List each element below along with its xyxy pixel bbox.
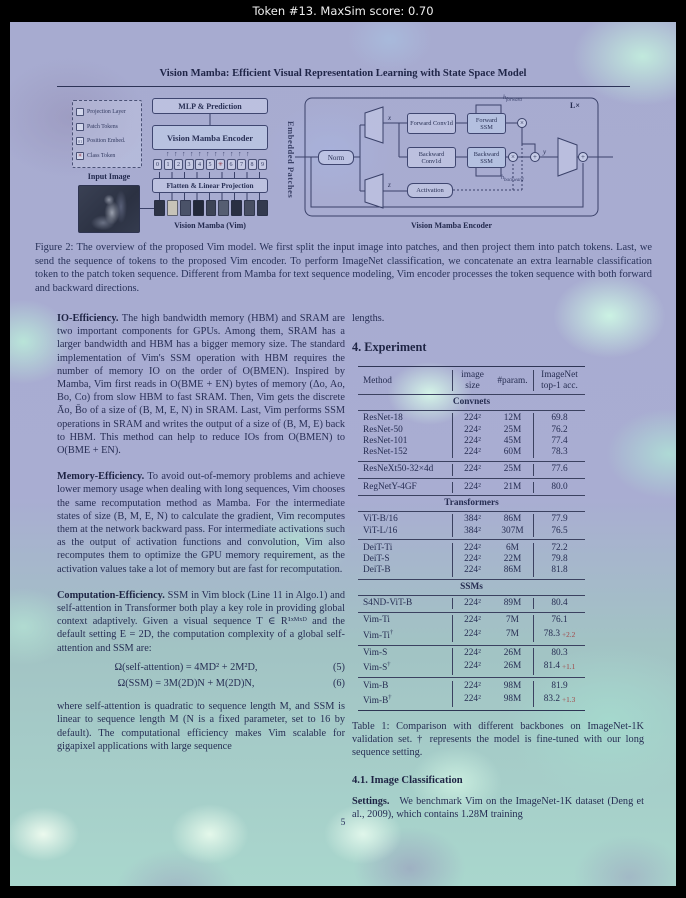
image-patch: [193, 200, 204, 216]
table-row: [358, 627, 585, 642]
equation-5: Ω(self-attention) = 4MD² + 2M²D, (5): [114, 661, 345, 673]
params-cell: 45M: [503, 435, 522, 446]
memory-efficiency-paragraph: Memory-Efficiency. To avoid out-of-memory problems and achieve lower memory usage when dealing with long sequences, Vim chooses the same recomputation method as Mamba. For the intermediate states of size (B, M, E, N) to calculate the gradient, Vim recomputes them at the network backward pass. For intermediate activations such as the output of activation functions and convolution, Vim also recomputes them to optimize the GPU memory requirement, as the activation values take a lot of memory but are fast for recomputation.: [57, 471, 346, 575]
y-output-label: y: [543, 148, 547, 156]
embedded-patches-label: Embedded Patches: [286, 121, 296, 199]
vim-caption: Vision Mamba (Vim): [174, 221, 246, 230]
projection-trapezoid-x: [365, 107, 383, 143]
h-backward-label: $h_{backward}$: [501, 175, 524, 184]
page-number: 5: [340, 818, 346, 828]
accuracy-cell: 80.3: [533, 648, 585, 659]
image-size-cell: 384²: [452, 514, 492, 525]
position-token: 0: [153, 159, 162, 170]
image-patch: [154, 200, 165, 216]
accuracy-cell: 76.2: [533, 425, 585, 436]
params-cell: 21M: [503, 481, 522, 492]
paper-page-with-heatmap-overlay: [10, 22, 676, 886]
image-size-cell: 224²: [452, 627, 492, 642]
method-cell: Vim-B†: [363, 694, 392, 707]
table-block: [358, 462, 585, 478]
accuracy-cell: 81.8: [533, 565, 585, 576]
figure-legend: [72, 100, 142, 168]
legend-label: Class Token: [87, 152, 116, 159]
table-block: [358, 411, 585, 461]
accuracy-cell: 77.6: [533, 464, 585, 475]
z-branch-label: z: [388, 181, 391, 189]
projection-trapezoid-z: [365, 174, 383, 208]
table-rule: [358, 710, 585, 711]
params-cell: 7M: [506, 628, 519, 639]
params-cell: 86M: [503, 565, 522, 576]
image-patch: [167, 200, 178, 216]
image-size-cell: 224²: [452, 447, 492, 458]
token-arrows: ↑↑↑↑↑↑↑↑↑↑↑: [166, 150, 254, 158]
table-group-name: SSMs: [460, 581, 483, 592]
layer-repeat-label: L×: [570, 101, 580, 110]
backward-ssm-box: Backward SSM: [467, 147, 506, 168]
patch-stems: [154, 193, 268, 200]
params-cell: 25M: [503, 424, 522, 435]
position-token: 4: [195, 159, 204, 170]
lengths-continuation: lengths.: [352, 313, 385, 324]
forward-conv1d-box: Forward Conv1d: [407, 113, 456, 134]
residual-add-node: +: [578, 152, 588, 162]
position-token: 9: [258, 159, 267, 170]
params-cell: 86M: [503, 514, 522, 525]
legend-item: [76, 137, 138, 145]
table-row: [358, 514, 585, 525]
legend-item: [76, 123, 138, 131]
table-block: [358, 540, 585, 579]
header-cell: Method: [363, 375, 392, 386]
table-row: [358, 464, 585, 475]
method-cell: S4ND-ViT-B: [363, 598, 413, 609]
params-cell: 26M: [503, 661, 522, 672]
method-cell: Vim-Ti†: [363, 628, 394, 641]
method-cell: DeiT-S: [363, 554, 390, 565]
paper-running-title: Vision Mamba: Efficient Visual Representation Learning with State Space Model: [159, 68, 527, 79]
left-column: [57, 312, 345, 766]
norm-box: Norm: [318, 150, 354, 165]
class-token: ✳: [216, 159, 225, 170]
table-group-name: Transformers: [444, 497, 499, 508]
accuracy-cell: 69.8: [533, 413, 585, 424]
legend-label: Patch Tokens: [87, 123, 118, 130]
params-cell: 98M: [503, 680, 522, 691]
accuracy-cell: 77.4: [533, 436, 585, 447]
table-row: [358, 692, 585, 707]
params-cell: 12M: [503, 413, 522, 424]
table-row: [358, 436, 585, 447]
accuracy-cell: 72.2: [533, 543, 585, 554]
image-size-cell: 224²: [452, 615, 492, 626]
multiply-node-forward: ×: [517, 118, 527, 128]
method-cell: Vim-S: [363, 648, 388, 659]
method-cell: ViT-L/16: [363, 525, 398, 536]
params-cell: 7M: [506, 615, 519, 626]
patch-strip: [154, 200, 268, 216]
method-cell: Vim-Ti: [363, 615, 391, 626]
input-image-thumbnail: [78, 185, 140, 233]
forward-ssm-box: Forward SSM: [467, 113, 506, 134]
table-row: [358, 565, 585, 576]
method-cell: DeiT-B: [363, 565, 391, 576]
multiply-node-backward: ×: [508, 152, 518, 162]
table-row: [358, 598, 585, 609]
projection-layer-icon: [76, 108, 84, 116]
section-heading-experiment: 4. Experiment: [352, 340, 427, 355]
image-size-cell: 224²: [452, 648, 492, 659]
method-cell: ResNet-50: [363, 424, 403, 435]
position-embed-icon: 01: [77, 138, 83, 144]
position-token: 6: [227, 159, 236, 170]
accuracy-cell: 78.3 +2.2: [533, 627, 585, 642]
image-size-cell: 224²: [452, 413, 492, 424]
params-cell: 26M: [503, 648, 522, 659]
image-size-cell: 224²: [452, 482, 492, 493]
subsection-image-classification: 4.1. Image Classification: [352, 774, 463, 786]
table-row: [358, 526, 585, 537]
class-token-icon: ✳: [77, 152, 83, 159]
accuracy-cell: 76.5: [533, 526, 585, 537]
accuracy-delta: +1.3: [562, 695, 576, 705]
settings-paragraph: Settings. We benchmark Vim on the ImageNet-1K dataset (Deng et al., 2009), which contains 1.28M training: [352, 795, 644, 820]
accuracy-cell: 77.9: [533, 514, 585, 525]
legend-item: [76, 152, 138, 160]
encoder-caption: Vision Mamba Encoder: [410, 221, 493, 230]
accuracy-cell: 81.9: [533, 681, 585, 692]
table-row: [358, 615, 585, 626]
position-token: 1: [164, 159, 173, 170]
image-size-cell: 224²: [452, 464, 492, 475]
io-efficiency-paragraph: IO-Efficiency. The high bandwidth memory (HBM) and SRAM are two important components for GPUs. Among them, SRAM has a larger bandwidth and HBM has a bigger memory size. The standard implementation of Vim's SSM operation with HBM requires the number of memory IO on the order of O(BMEN). Inspired by Mamba, Vim first reads in O(BME + EN) bytes of memory (Δo, Ao, Bo, Co) from slow HBM to fast SRAM. Then, Vim gets the discrete Āo, B̄o of a size of (B, M, E, N) in SRAM. Last, Vim performs SSM operations in SRAM and writes the output of a size of (B, M, E) back to HBM. This method can help to reduce IOs from O(BMEN) to O(BME + EN).: [57, 313, 346, 457]
method-cell: RegNetY-4GF: [363, 481, 417, 492]
position-token: 3: [185, 159, 194, 170]
params-cell: 98M: [503, 694, 522, 705]
input-arrow: [140, 208, 154, 209]
accuracy-cell: 76.1: [533, 615, 585, 626]
image-patch: [206, 200, 217, 216]
table-block: [358, 613, 585, 645]
accuracy-cell: 78.3: [533, 447, 585, 458]
titlebar-text: Token #13. MaxSim score: 0.70: [252, 4, 434, 18]
projection-trapezoid-out: [558, 138, 577, 176]
table-block: [358, 646, 585, 678]
method-cell: ResNet-152: [363, 447, 408, 458]
method-cell: ResNet-101: [363, 435, 408, 446]
table-block: [358, 596, 585, 612]
position-token: 2: [174, 159, 183, 170]
figure-2-caption: Figure 2: The overview of the proposed Vim model. We first split the input image into patches, and then project them into patch tokens. Last, we send the sequence of tokens to the proposed Vim encoder. To perform ImageNet classification, we concatenate an extra learnable classification token to the patch token sequence. Different from Mamba for text sequence modeling, Vim encoder processes the token sequence with both forward and backward directions.: [35, 242, 652, 294]
position-token: 5: [206, 159, 215, 170]
complexity-tail-paragraph: where self-attention is quadratic to sequence length M, and SSM is linear to sequence length M (N is a fixed parameter, set to 16 by default). The computational efficiency makes Vim scalable for gigapixel applications with large sequence: [57, 701, 345, 752]
accuracy-cell: 83.2 +1.3: [533, 692, 585, 707]
accuracy-cell: 81.4 +1.1: [533, 659, 585, 674]
accuracy-delta: +2.2: [562, 629, 576, 639]
table-block: [358, 678, 585, 710]
table-1-caption: Table 1: Comparison with different backbones on ImageNet-1K validation set. † represents the model is fine-tuned with our long sequence setting.: [352, 720, 644, 759]
image-patch: [244, 200, 255, 216]
table-row: [358, 413, 585, 424]
params-cell: 307M: [501, 525, 524, 536]
method-cell: ResNeXt50-32×4d: [363, 464, 434, 475]
accuracy-delta: +1.1: [562, 662, 576, 672]
table-row: [358, 659, 585, 674]
table-row: [358, 543, 585, 554]
image-patch: [231, 200, 242, 216]
image-patch: [257, 200, 268, 216]
image-patch: [218, 200, 229, 216]
image-size-cell: 224²: [452, 425, 492, 436]
token-row: [152, 159, 268, 172]
results-table: [358, 366, 585, 711]
position-token: 7: [237, 159, 246, 170]
table-row: [358, 681, 585, 692]
image-size-cell: 224²: [452, 598, 492, 609]
flatten-projection-box: Flatten & Linear Projection: [152, 178, 268, 193]
header-cell: image size: [452, 370, 492, 391]
table-row: [358, 648, 585, 659]
equations-block: [57, 661, 345, 690]
table-row: [358, 447, 585, 458]
position-token: 8: [248, 159, 257, 170]
figure-2-vim-architecture: [55, 92, 615, 242]
activation-box: Activation: [407, 183, 453, 198]
input-image-label: Input Image: [87, 172, 131, 181]
title-rule: [57, 86, 630, 87]
table-block: [358, 512, 585, 540]
method-cell: ResNet-18: [363, 413, 403, 424]
table-row: [358, 425, 585, 436]
params-cell: 6M: [506, 542, 519, 553]
params-cell: 60M: [503, 447, 522, 458]
image-patch: [180, 200, 191, 216]
params-cell: 89M: [503, 598, 522, 609]
right-column: [352, 312, 644, 834]
accuracy-cell: 80.0: [533, 482, 585, 493]
method-cell: Vim-B: [363, 680, 389, 691]
params-cell: 25M: [503, 464, 522, 475]
params-cell: 22M: [503, 554, 522, 565]
table-block: [358, 479, 585, 495]
computation-efficiency-paragraph: Computation-Efficiency. SSM in Vim block (Line 11 in Algo.1) and self-attention in Transformer both play a key role in providing global context adaptively. Given a visual sequence T ∈ R¹ˣᴹˣᴰ and the default setting E = 2D, the computation complexity of a global self-attention and SSM are:: [57, 589, 346, 654]
image-size-cell: 384²: [452, 526, 492, 537]
image-size-cell: 224²: [452, 659, 492, 674]
image-size-cell: 224²: [452, 436, 492, 447]
token-maxsim-titlebar: [0, 0, 686, 22]
table-row: [358, 554, 585, 565]
legend-item: [76, 108, 138, 116]
accuracy-cell: 80.4: [533, 598, 585, 609]
equation-6: Ω(SSM) = 3M(2D)N + M(2D)N, (6): [117, 678, 345, 690]
legend-label: Position Embed.: [87, 138, 126, 145]
x-branch-label: x: [388, 114, 392, 122]
image-size-cell: 224²: [452, 565, 492, 576]
add-node: +: [530, 152, 540, 162]
patch-tokens-icon: [76, 123, 84, 131]
accuracy-cell: 79.8: [533, 554, 585, 565]
image-size-cell: 224²: [452, 554, 492, 565]
image-size-cell: 224²: [452, 543, 492, 554]
backward-conv1d-box: Backward Conv1d: [407, 147, 456, 168]
h-forward-label: $h_{forward}$: [503, 95, 522, 104]
header-cell: ImageNet top-1 acc.: [533, 370, 585, 391]
image-size-cell: 224²: [452, 692, 492, 707]
legend-label: Projection Layer: [87, 109, 126, 116]
vision-mamba-encoder-box: Vision Mamba Encoder: [152, 125, 268, 150]
image-size-cell: 224²: [452, 681, 492, 692]
header-cell: #param.: [497, 375, 528, 386]
method-cell: Vim-S†: [363, 661, 391, 674]
method-cell: ViT-B/16: [363, 514, 398, 525]
table-row: [358, 482, 585, 493]
method-cell: DeiT-Ti: [363, 542, 393, 553]
table-group-name: Convnets: [452, 396, 491, 407]
table-header-row: [358, 367, 585, 394]
mlp-prediction-box: MLP & Prediction: [152, 98, 268, 114]
